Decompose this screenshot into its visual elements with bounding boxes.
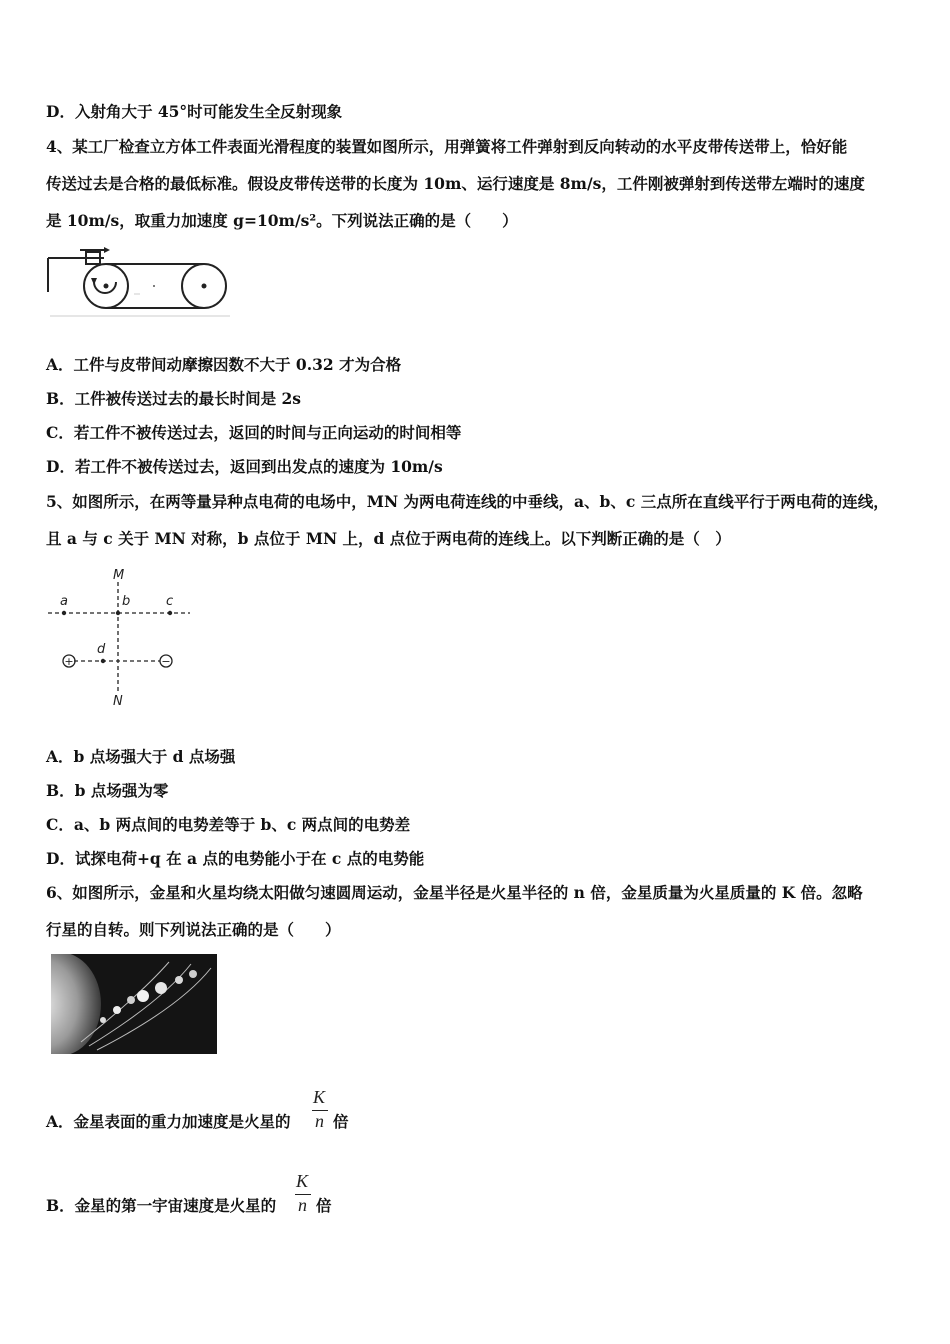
q3-option-d: D．入射角大于 45°时可能发生全反射现象: [46, 102, 343, 121]
q4-stem-line-1: 4、某工厂检查立方体工件表面光滑程度的装置如图所示，用弹簧将工件弹射到反向转动的水平皮带传送带上，恰好能: [46, 137, 848, 156]
label-a: a: [60, 594, 68, 609]
q5-stem-line-2: 且 a 与 c 关于 MN 对称，b 点位于 MN 上，d 点位于两电荷的连线上。以下判断正确的是（ ）: [46, 529, 731, 548]
label-N: N: [113, 694, 123, 709]
q6-option-b-frac-numerator: K: [296, 1171, 309, 1191]
q6-option-a-frac-numerator: K: [313, 1087, 326, 1107]
q6-option-b-prefix: B．金星的第一宇宙速度是火星的: [46, 1196, 277, 1215]
q5-stem-line-1: 5、如图所示，在两等量异种点电荷的电场中，MN 为两电荷连线的中垂线，a、b、c 三点所在直线平行于两电荷的连线，: [46, 492, 889, 511]
q6-option-b-suffix: 倍: [316, 1196, 332, 1215]
q4-option-d: D．若工件不被传送过去，返回到出发点的速度为 10m/s: [46, 457, 443, 476]
q6-option-b: [46, 1196, 276, 1216]
q4-option-b: B．工件被传送过去的最长时间是 2s: [46, 389, 302, 408]
q4-stem-line-2: 传送过去是合格的最低标准。假设皮带传送带的长度为 10m、运行速度是 8m/s，工件刚被弹射到传送带左端时的速度: [46, 174, 865, 193]
positive-charge-icon: +: [64, 655, 74, 668]
q6-option-a: [46, 1112, 291, 1132]
q4-option-a: A．工件与皮带间动摩擦因数不大于 0.32 才为合格: [46, 355, 402, 374]
q5-option-d: D．试探电荷+q 在 a 点的电势能小于在 c 点的电势能: [46, 849, 425, 868]
q5-option-c: C．a、b 两点间的电势差等于 b、c 两点间的电势差: [46, 815, 411, 834]
q6-stem-line-1: 6、如图所示，金星和火星均绕太阳做匀速圆周运动，金星半径是火星半径的 n 倍，金星质量为火星质量的 K 倍。忽略: [46, 883, 863, 902]
label-c: c: [166, 594, 174, 609]
q6-option-a-prefix: A．金星表面的重力加速度是火星的: [46, 1112, 291, 1131]
label-d: d: [97, 642, 106, 657]
label-b: b: [122, 594, 131, 609]
q6-stem-line-2: 行星的自转。则下列说法正确的是（ ）: [46, 920, 341, 939]
q5-option-a: A．b 点场强大于 d 点场强: [46, 747, 236, 766]
label-M: M: [113, 568, 125, 583]
q5-option-b: B．b 点场强为零: [46, 781, 169, 800]
q4-stem-line-3: 是 10m/s，取重力加速度 g=10m/s²。下列说法正确的是（ ）: [46, 211, 518, 230]
solar-system-photo: [51, 954, 217, 1054]
q6-option-b-frac-denominator: n: [298, 1195, 307, 1215]
q4-option-c: C．若工件不被传送过去，返回的时间与正向运动的时间相等: [46, 423, 462, 442]
q6-option-a-frac-denominator: n: [315, 1111, 324, 1131]
electric-field-figure: [44, 562, 204, 712]
q6-option-a-suffix: 倍: [333, 1112, 349, 1131]
conveyor-belt-figure: [44, 242, 234, 320]
negative-charge-icon: −: [161, 655, 171, 668]
